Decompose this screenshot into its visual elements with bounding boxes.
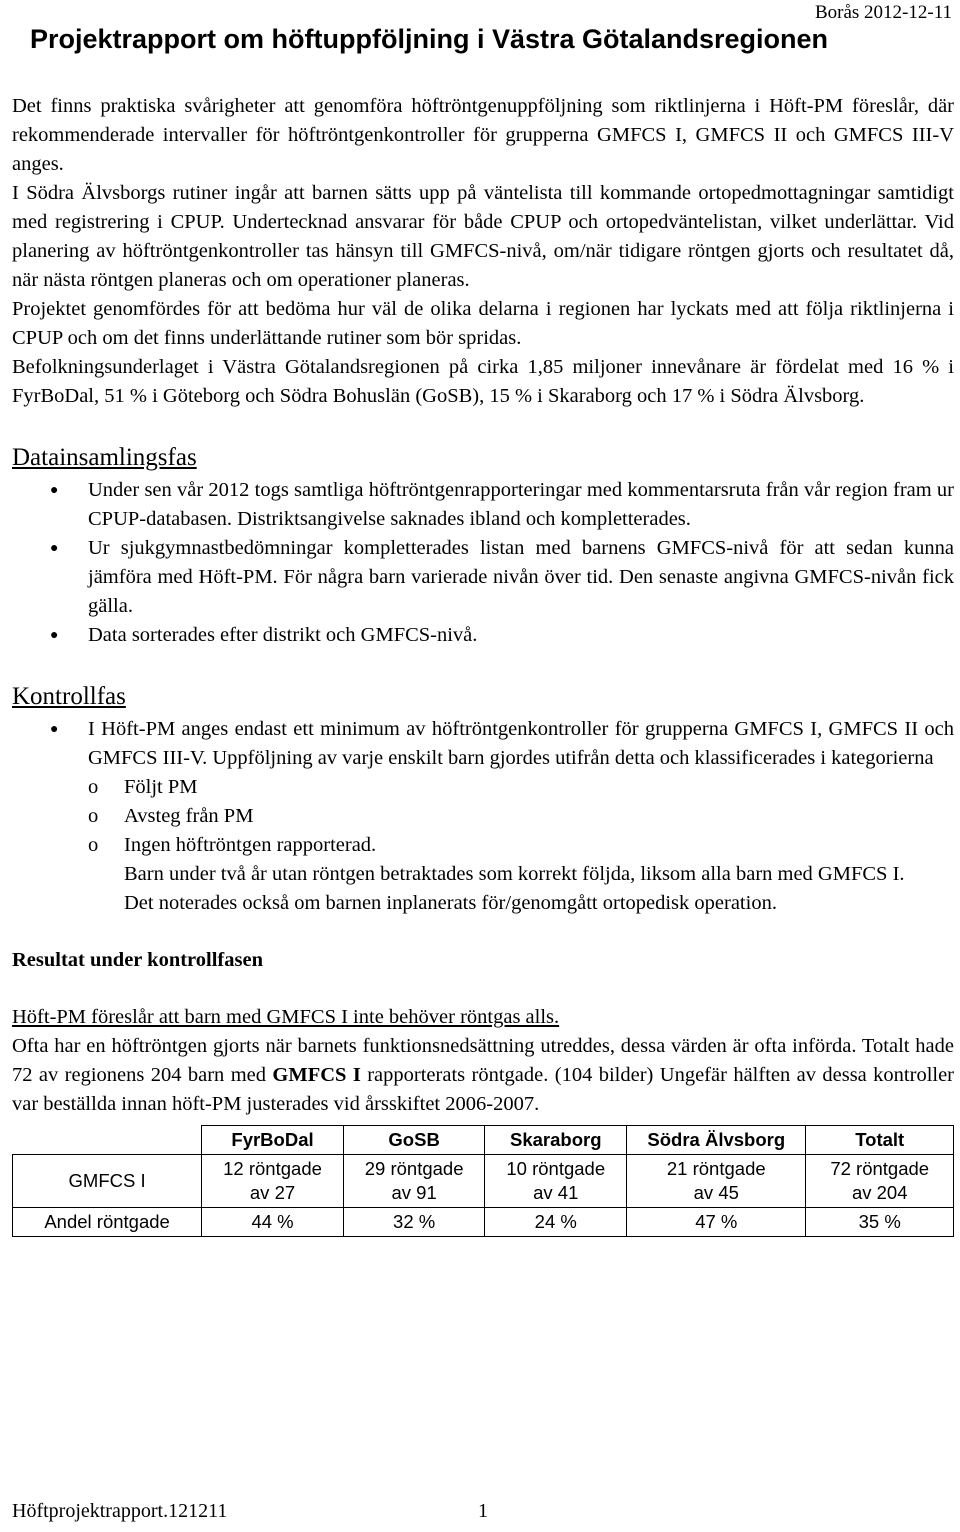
table-header-row [13,1126,954,1155]
kontroll-list [12,715,954,773]
datainsamling-item-1: ● Under sen vår 2012 togs samtliga höftröntgenrapporteringar med kommentarsruta från vår region fram ur CPUP-databasen. Distriktsangivelse saknades ibland och kompletterades. [12,476,954,534]
intro-paragraph-4: Befolkningsunderlaget i Västra Götalandsregionen på cirka 1,85 miljoner innevånare är fördelat med 16 % i FyrBoDal, 51 % i Göteborg och Södra Bohuslän (GoSB), 15 % i Skaraborg och 17 % i Södra Älvsborg. [12,356,954,407]
category-marker: o [88,805,99,827]
category-item [12,773,954,802]
footer-filename: Höftprojektrapport.121211 [12,1500,228,1522]
category-label: Avsteg från PM [124,805,254,827]
intro-paragraph-3: Projektet genomfördes för att bedöma hur väl de olika delarna i regionen har lyckats med att följa riktlinjerna i CPUP och om det finns underlättande rutiner som bör spridas. [12,298,954,349]
table-header-cell: FyrBoDal [202,1126,344,1155]
table-row [13,1155,954,1208]
document-body [12,92,954,1237]
heading-datainsamlingsfas [12,443,954,472]
table-cell [485,1155,627,1208]
table-cell-line: av 27 [249,1182,296,1203]
category-label: Ingen höftröntgen rapporterad. [124,834,377,856]
heading-kontrollfas-text: Kontrollfas [12,683,126,710]
table-cell [202,1155,344,1208]
heading-datainsamlingsfas-text: Datainsamlingsfas [12,444,197,471]
kontroll-note-1: Barn under två år utan röntgen betraktades som korrekt följda, liksom alla barn med GMFCS I. [124,863,905,885]
table-row-label: Andel röntgade [13,1208,202,1237]
heading-resultat: Resultat under kontrollfasen [12,949,263,971]
table-header-cell [13,1126,202,1155]
table-header-cell: Skaraborg [485,1126,627,1155]
table-header-cell: Södra Älvsborg [627,1126,806,1155]
heading-kontrollfas [12,682,954,711]
kontroll-item: ● I Höft-PM anges endast ett minimum av höftröntgenkontroller för grupperna GMFCS I, GMFCS II och GMFCS III-V. Uppföljning av varje enskilt barn gjordes utifrån detta och klassificerades i kategorierna [12,715,954,773]
intro-paragraph-1: Det finns praktiska svårigheter att genomföra höftröntgenuppföljning som riktlinjerna i Höft-PM föreslår, där rekommenderade intervaller för höftröntgenkontroller för grupperna GMFCS I, GMFCS II och GMFCS III-V anges. [12,95,954,175]
table-row-label: GMFCS I [13,1155,202,1208]
table-cell: 32 % [343,1208,485,1237]
table-cell-line: av 41 [533,1182,579,1203]
table-cell-line: 10 röntgade [506,1158,606,1179]
resultat-text-bold: GMFCS I [272,1064,361,1086]
table-cell [627,1155,806,1208]
table-cell [343,1155,485,1208]
table-cell: 24 % [485,1208,627,1237]
category-item [12,802,954,831]
table-cell-line: 21 röntgade [666,1158,766,1179]
table-cell-line: av 91 [391,1182,437,1203]
table-cell: 35 % [806,1208,954,1237]
datainsamling-item-3: ● Data sorterades efter distrikt och GMFCS-nivå. [12,621,954,650]
kontroll-categories [12,773,954,860]
resultat-statement [12,1003,954,1032]
resultat-text-a: Ofta har en höftröntgen gjorts när barnets funktionsnedsättning utreddes, dessa värden är ofta införda. Totalt hade 72 av regionens 204 barn med [12,1035,954,1086]
table-header-cell: Totalt [806,1126,954,1155]
page-number: 1 [478,1500,488,1522]
category-marker: o [88,776,99,798]
table-cell-line: 12 röntgade [223,1158,322,1179]
intro-paragraph-2: I Södra Älvsborgs rutiner ingår att barnen sätts upp på väntelista till kommande ortopedmottagningar samtidigt med registrering i CPUP. Undertecknad ansvarar för både CPUP och ortopedväntelistan, vilket underlättar. Vid planering av höftröntgenkontroller tas hänsyn till GMFCS-nivå, om/när tidigare röntgen gjorts och resultatet då, när nästa röntgen planeras och om operationer planeras. [12,182,954,291]
resultat-text-b: rapporterats röntgade. (104 bilder) Ungefär hälften av dessa kontroller var beställda innan höft-PM justerades vid årsskiftet 2006-2007. [12,1064,955,1115]
table-cell-line: 72 röntgade [830,1158,930,1179]
table-header-cell: GoSB [343,1126,485,1155]
table-cell-line: av 204 [851,1182,908,1203]
table-cell [806,1155,954,1208]
table-cell: 44 % [202,1208,344,1237]
resultat-paragraph [12,1032,954,1119]
category-item [12,831,954,860]
document-title: Projektrapport om höftuppföljning i Västra Götalandsregionen [30,24,829,54]
datainsamling-item-2: ● Ur sjukgymnastbedömningar kompletterades listan med barnens GMFCS-nivå för att sedan kunna jämföra med Höft-PM. För några barn varierade nivån över tid. Den senaste angivna GMFCS-nivån fick gälla. [12,534,954,621]
document-date: Borås 2012-12-11 [814,2,952,23]
category-label: Följt PM [124,776,198,798]
table-cell-line: 29 röntgade [364,1158,464,1179]
table-row [13,1208,954,1237]
category-marker: o [88,834,99,856]
results-table [12,1125,954,1237]
resultat-underlined-text: Höft-PM föreslår att barn med GMFCS I inte behöver röntgas alls. [12,1006,560,1028]
table-cell: 47 % [627,1208,806,1237]
kontroll-note-2: Det noterades också om barnen inplanerats för/genomgått ortopedisk operation. [124,892,777,914]
table-cell-line: av 45 [693,1182,739,1203]
datainsamling-list [12,476,954,650]
